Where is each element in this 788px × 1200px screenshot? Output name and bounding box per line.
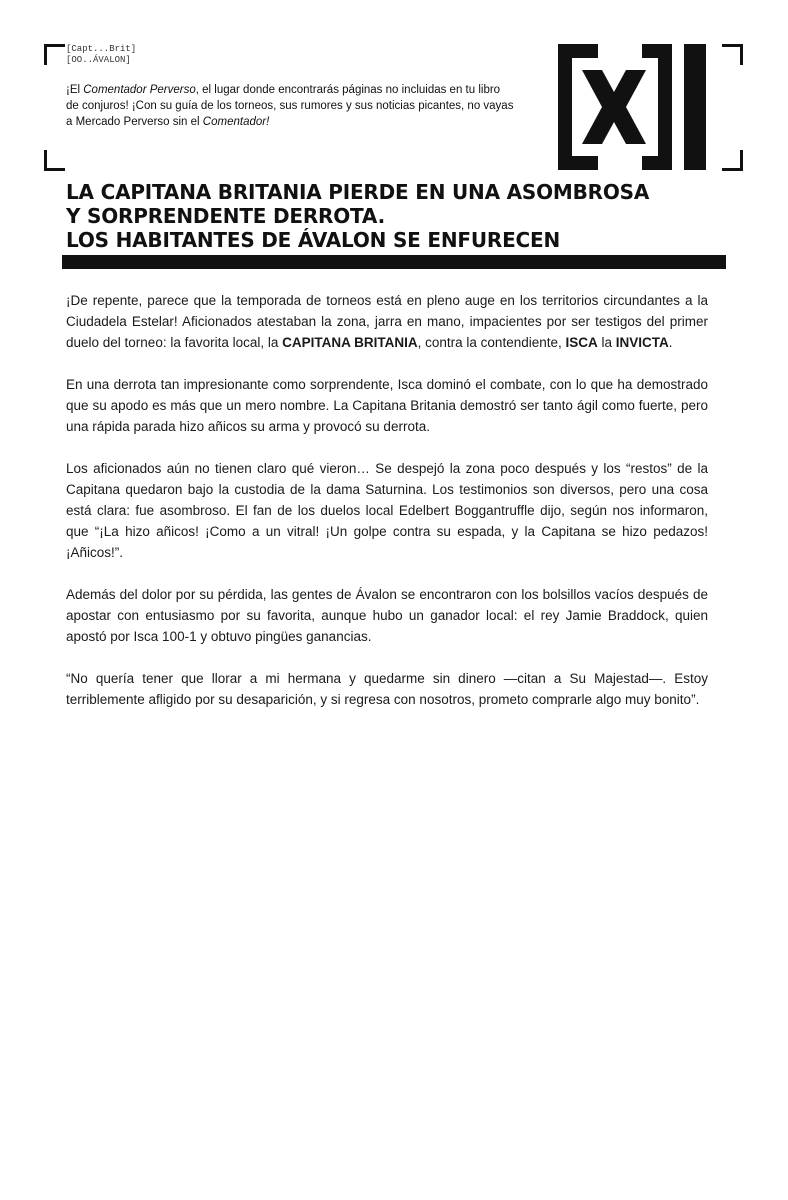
p1-bold-isca: ISCA: [565, 335, 598, 350]
article-body: [66, 290, 708, 731]
article-paragraph-2: En una derrota tan impresionante como sorprendente, Isca dominó el combate, con lo que ha demostrado que su apodo es más que un mero nombre. La Capitana Britania demostró ser tanto ágil como fuerte, pero una rápida parada hizo añicos su arma y provocó su derrota.: [66, 377, 708, 434]
headline-line-3: LOS HABITANTES DE ÁVALON SE ENFURECEN: [66, 228, 561, 252]
corner-bracket-bottom-left: [44, 150, 65, 171]
intro-part-1: ¡El: [66, 84, 84, 96]
article-paragraph-4: Además del dolor por su pérdida, las gentes de Ávalon se encontraron con los bolsillos vacíos después de apostar con entusiasmo por su favorita, aunque hubo un ganador local: el rey Jamie Braddock, quien apostó por Isca 100-1 y obtuvo pingües ganancias.: [66, 587, 708, 644]
intro-part-2: , el lugar donde encontrarás páginas no incluidas en tu libro de conjuros! ¡Con su guía de los torneos, sus rumores y sus noticias picantes, no vayas a Mercado Perverso sin el: [66, 84, 514, 128]
intro-text: [66, 82, 516, 130]
corner-bracket-top-left: [44, 44, 65, 65]
headline-line-1: LA CAPITANA BRITANIA PIERDE EN UNA ASOMBROSA: [66, 180, 650, 204]
p1-text-2: , contra la contendiente,: [417, 335, 566, 350]
p1-text-1: ¡De repente, parece que la temporada de torneos está en pleno auge en los territorios circundantes a la Ciudadela Estelar! Aficionados atestaban la zona, jarra en mano, impacientes por ser testigos del primer duelo del torneo: la favorita local, la: [66, 293, 708, 350]
code-tag-line-1: [Capt...Brit]: [66, 44, 137, 54]
article-paragraph-5: “No quería tener que llorar a mi hermana y quedarme sin dinero —citan a Su Majestad—. Estoy terriblemente afligido por su desaparición, y si regresa con nosotros, prometo comprarle algo muy bonito”.: [66, 671, 708, 707]
corner-bracket-top-right: [722, 44, 743, 65]
intro-emphasis-1: Comentador Perverso: [83, 84, 196, 96]
headline: [66, 180, 736, 252]
xk-logo-icon: [558, 44, 718, 170]
headline-rule: [62, 255, 726, 269]
code-tag: [66, 44, 136, 66]
code-tag-line-2: [OO..ÁVALON]: [66, 55, 131, 65]
p1-text-3: la: [597, 335, 616, 350]
p1-text-4: .: [668, 335, 673, 350]
p1-bold-captain: CAPITANA BRITANIA: [282, 335, 418, 350]
headline-line-2: Y SORPRENDENTE DERROTA.: [66, 204, 385, 228]
intro-emphasis-2: Comentador!: [202, 116, 270, 128]
p1-bold-invicta: INVICTA: [615, 335, 669, 350]
corner-bracket-bottom-right: [722, 150, 743, 171]
article-paragraph-1: [66, 290, 708, 353]
article-paragraph-3: Los aficionados aún no tienen claro qué vieron… Se despejó la zona poco después y los “restos” de la Capitana quedaron bajo la custodia de la dama Saturnina. Los testimonios son diversos, pero una cosa está clara: fue asombroso. El fan de los duelos local Edelbert Boggantruffle dijo, según nos informaron, que “¡La hizo añicos! ¡Como a un vitral! ¡Un golpe contra su espada, y la Capitana se hizo pedazos! ¡Añicos!”.: [66, 461, 708, 560]
